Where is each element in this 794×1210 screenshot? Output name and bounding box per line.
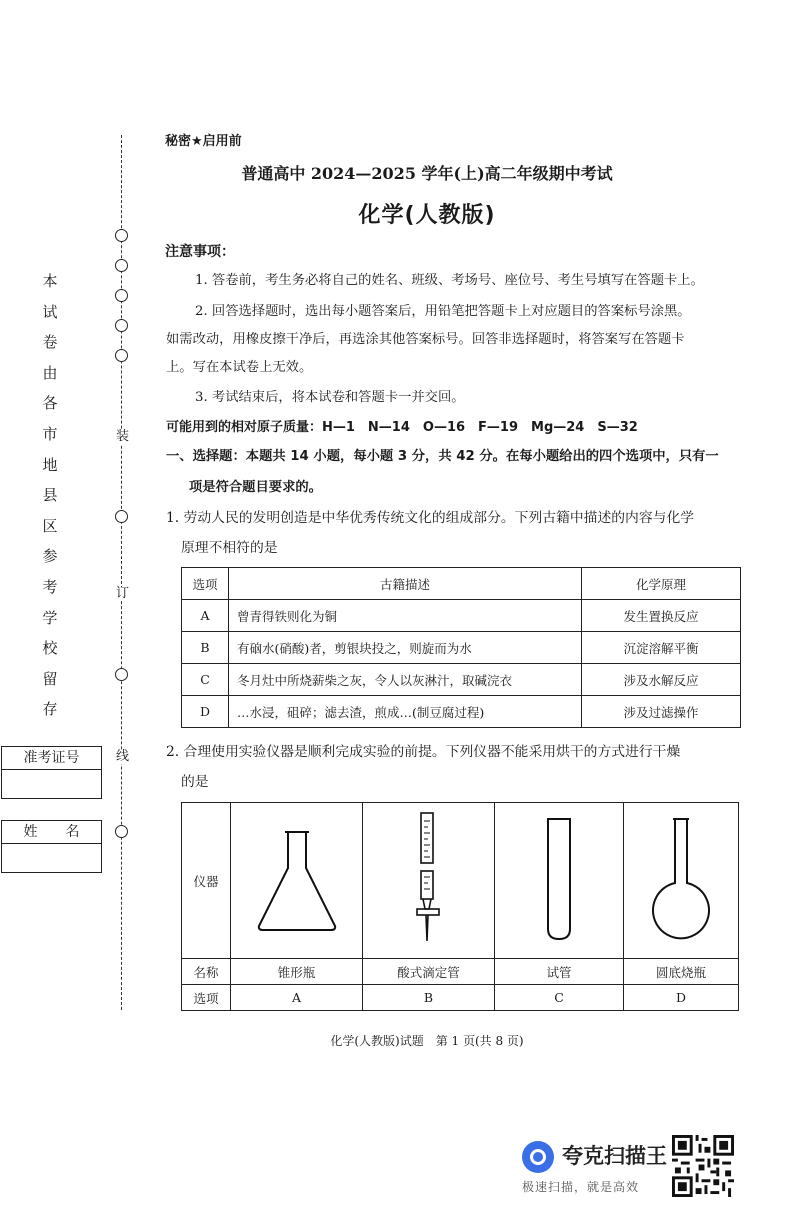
instrument-cell [624, 803, 739, 959]
name-label: 姓 名 [2, 821, 101, 844]
instrument-cell [363, 803, 495, 959]
question-2: 2. 合理使用实验仪器是顺利完成实验的前提。下列仪器不能采用烘干的方式进行干燥 [166, 744, 681, 760]
option-cell: C [495, 985, 624, 1011]
table-row [182, 664, 741, 696]
name-cell: 锥形瓶 [231, 959, 363, 985]
option-cell: A [231, 985, 363, 1011]
instrument-cell [495, 803, 624, 959]
row-label: 名称 [182, 959, 231, 985]
binding-hole [115, 259, 128, 272]
principle-cell: 涉及水解反应 [582, 664, 741, 696]
option-cell: D [624, 985, 739, 1011]
question-1-table [181, 567, 741, 728]
name-box[interactable] [1, 820, 102, 873]
option-cell: B [363, 985, 495, 1011]
confidential-mark: 秘密★启用前 [165, 134, 242, 149]
principle-cell: 发生置换反应 [582, 600, 741, 632]
notice-item-2: 2. 回答选择题时，选出每小题答案后，用铅笔把答题卡上对应题目的答案标号涂黑。 [195, 304, 691, 319]
binding-hole [115, 668, 128, 681]
binding-hole [115, 510, 128, 523]
round-bottom-flask-icon [646, 815, 716, 943]
binding-char: 装 [116, 429, 130, 444]
row-label: 选项 [182, 985, 231, 1011]
binding-hole [115, 289, 128, 302]
table-row [182, 600, 741, 632]
name-field[interactable] [2, 844, 101, 872]
option-row [182, 985, 739, 1011]
question-2-cont: 的是 [181, 774, 209, 790]
binding-char: 订 [116, 586, 130, 601]
name-cell: 酸式滴定管 [363, 959, 495, 985]
name-cell: 圆底烧瓶 [624, 959, 739, 985]
row-label: 仪器 [182, 803, 231, 959]
question-1: 1. 劳动人民的发明创造是中华优秀传统文化的组成部分。下列古籍中描述的内容与化学 [166, 510, 695, 526]
quark-logo-icon [522, 1141, 554, 1173]
name-cell: 试管 [495, 959, 624, 985]
exam-id-box[interactable] [1, 746, 102, 799]
exam-id-field[interactable] [2, 770, 101, 798]
principle-cell: 沉淀溶解平衡 [582, 632, 741, 664]
binding-hole [115, 319, 128, 332]
test-tube-icon [544, 815, 574, 943]
description-cell: …水浸，砠碎；滤去渣，煎成…(制豆腐过程) [229, 696, 582, 728]
watermark-slogan: 极速扫描，就是高效 [522, 1180, 640, 1194]
question-2-table [181, 802, 739, 1011]
description-cell: 有硇水(硝酸)者，剪银块投之，则旋而为水 [229, 632, 582, 664]
watermark-brand: 夸克扫描王 [562, 1144, 667, 1168]
table-row [182, 696, 741, 728]
binding-hole [115, 825, 128, 838]
option-cell: B [182, 632, 229, 664]
subject-title: 化学(人教版) [358, 203, 496, 228]
table-header: 选项 [182, 568, 229, 600]
section-heading: 一、选择题：本题共 14 小题，每小题 3 分，共 42 分。在每小题给出的四个选项中，只有一 [166, 449, 719, 464]
notice-item-1: 1. 答卷前，考生务必将自己的姓名、班级、考场号、座位号、考生号填写在答题卡上。 [195, 273, 704, 288]
option-cell: C [182, 664, 229, 696]
qr-code-icon [672, 1135, 734, 1197]
instrument-cell [231, 803, 363, 959]
notice-heading: 注意事项： [165, 244, 235, 260]
name-row [182, 959, 739, 985]
notice-item-2-cont: 如需改动，用橡皮擦干净后，再选涂其他答案标号。回答非选择题时，将答案写在答题卡 [166, 332, 685, 347]
binding-hole [115, 229, 128, 242]
atomic-masses: 可能用到的相对原子质量：H—1 N—14 O—16 F—19 Mg—24 S—32 [166, 420, 638, 435]
description-cell: 曾青得铁则化为铜 [229, 600, 582, 632]
exam-title: 普通高中 2024—2025 学年(上)高二年级期中考试 [241, 164, 613, 183]
notice-item-2-cont: 上。写在本试卷上无效。 [166, 360, 313, 375]
table-row [182, 632, 741, 664]
table-header: 古籍描述 [229, 568, 582, 600]
question-1-cont: 原理不相符的是 [181, 540, 278, 556]
notice-item-3: 3. 考试结束后，将本试卷和答题卡一并交回。 [195, 390, 465, 405]
binding-char: 线 [116, 749, 130, 764]
instrument-row [182, 803, 739, 959]
principle-cell: 涉及过滤操作 [582, 696, 741, 728]
option-cell: A [182, 600, 229, 632]
table-header: 化学原理 [582, 568, 741, 600]
acid-burette-icon [409, 809, 449, 949]
vertical-note: 本 试 卷 由 各 市 地 县 区 参 考 学 校 留 存 [42, 272, 58, 719]
binding-hole [115, 349, 128, 362]
section-heading-cont: 项是符合题目要求的。 [189, 480, 322, 495]
option-cell: D [182, 696, 229, 728]
table-header-row [182, 568, 741, 600]
description-cell: 冬月灶中所烧薪柴之灰，令人以灰淋汁，取碱浣衣 [229, 664, 582, 696]
conical-flask-icon [247, 824, 347, 934]
exam-id-label: 准考证号 [2, 747, 101, 770]
page-footer: 化学(人教版)试题 第 1 页(共 8 页) [330, 1034, 524, 1048]
